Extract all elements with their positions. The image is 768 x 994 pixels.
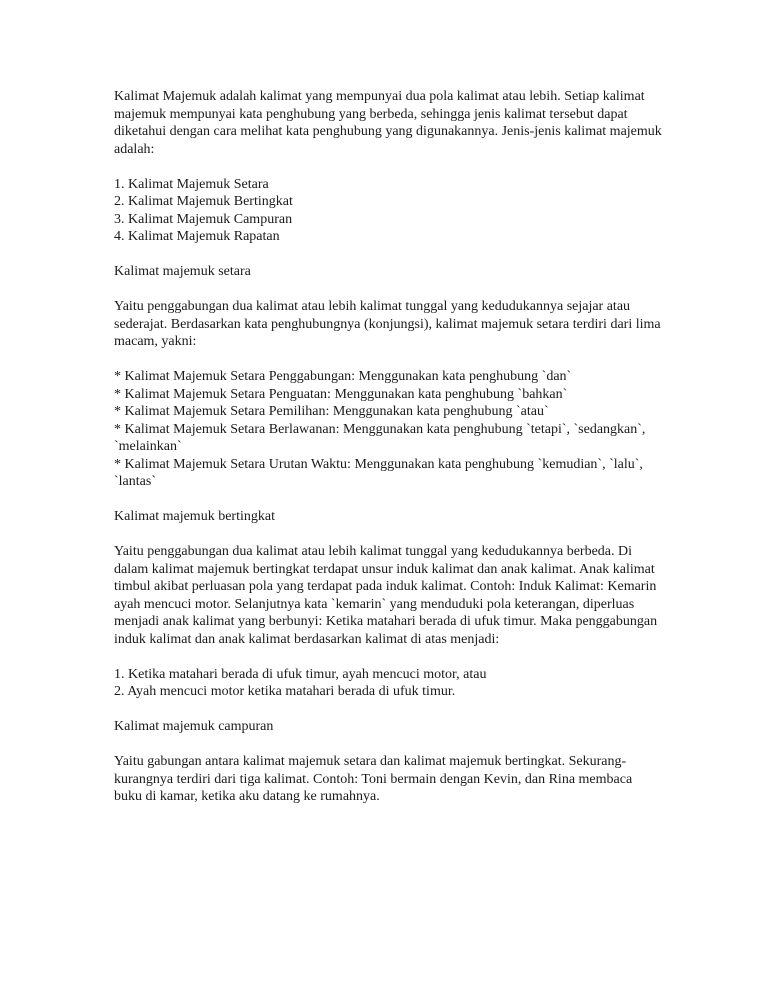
setara-paragraph: Yaitu penggabungan dua kalimat atau lebih kalimat tunggal yang kedudukannya sejajar atau sederajat. Berdasarkan kata penghubungnya (konjungsi), kalimat majemuk setara terdiri dari lima macam, yakni: xyxy=(114,299,661,349)
section-heading-bertingkat: Kalimat majemuk bertingkat xyxy=(114,509,275,524)
list-item: 1. Kalimat Majemuk Setara xyxy=(114,176,269,192)
intro-paragraph: Kalimat Majemuk adalah kalimat yang mempunyai dua pola kalimat atau lebih. Setiap kalimat majemuk mempunyai kata penghubung yang berbeda, sehingga jenis kalimat tersebut dapat diketahui dengan cara melihat kata penghubung yang digunakannya. Jenis-jenis kalimat majemuk adalah: xyxy=(114,89,662,157)
list-item: * Kalimat Majemuk Setara Penggabungan: Menggunakan kata penghubung `dan` xyxy=(114,369,572,384)
section-heading-setara: Kalimat majemuk setara xyxy=(114,264,251,279)
list-item: 2. Ayah mencuci motor ketika matahari berada di ufuk timur. xyxy=(114,684,456,699)
campuran-paragraph: Yaitu gabungan antara kalimat majemuk setara dan kalimat majemuk bertingkat. Sekurang-kurangnya terdiri dari tiga kalimat. Contoh: Toni bermain dengan Kevin, dan Rina membaca buku di kamar, ketika aku datang ke rumahnya. xyxy=(114,754,633,804)
list-item: 4. Kalimat Majemuk Rapatan xyxy=(114,229,280,244)
list-item: * Kalimat Majemuk Setara Urutan Waktu: Menggunakan kata penghubung `kemudian`, `lalu`, `lantas` xyxy=(114,456,643,489)
list-item: * Kalimat Majemuk Setara Penguatan: Menggunakan kata penghubung `bahkan` xyxy=(114,386,568,402)
list-item: 2. Kalimat Majemuk Bertingkat xyxy=(114,194,293,209)
list-item: 3. Kalimat Majemuk Campuran xyxy=(114,211,293,227)
setara-list xyxy=(114,368,662,491)
bertingkat-list xyxy=(114,666,662,701)
document-page xyxy=(114,88,662,823)
section-heading-campuran: Kalimat majemuk campuran xyxy=(114,719,274,734)
list-item: * Kalimat Majemuk Setara Berlawanan: Menggunakan kata penghubung `tetapi`, `sedangkan`, `melainkan` xyxy=(114,421,646,454)
list-item: 1. Ketika matahari berada di ufuk timur, ayah mencuci motor, atau xyxy=(114,666,487,682)
types-list xyxy=(114,176,662,246)
bertingkat-paragraph: Yaitu penggabungan dua kalimat atau lebih kalimat tunggal yang kedudukannya berbeda. Di dalam kalimat majemuk bertingkat terdapat unsur induk kalimat dan anak kalimat. Anak kalimat timbul akibat perluasan pola yang terdapat pada induk kalimat. Contoh: Induk Kalimat: Kemarin ayah mencuci motor. Selanjutnya kata `kemarin` yang menduduki pola keterangan, diperluas menjadi anak kalimat yang berbunyi: Ketika matahari berada di ufuk timur. Maka penggabungan induk kalimat dan anak kalimat berdasarkan kalimat di atas menjadi: xyxy=(114,544,658,647)
list-item: * Kalimat Majemuk Setara Pemilihan: Menggunakan kata penghubung `atau` xyxy=(114,404,549,419)
